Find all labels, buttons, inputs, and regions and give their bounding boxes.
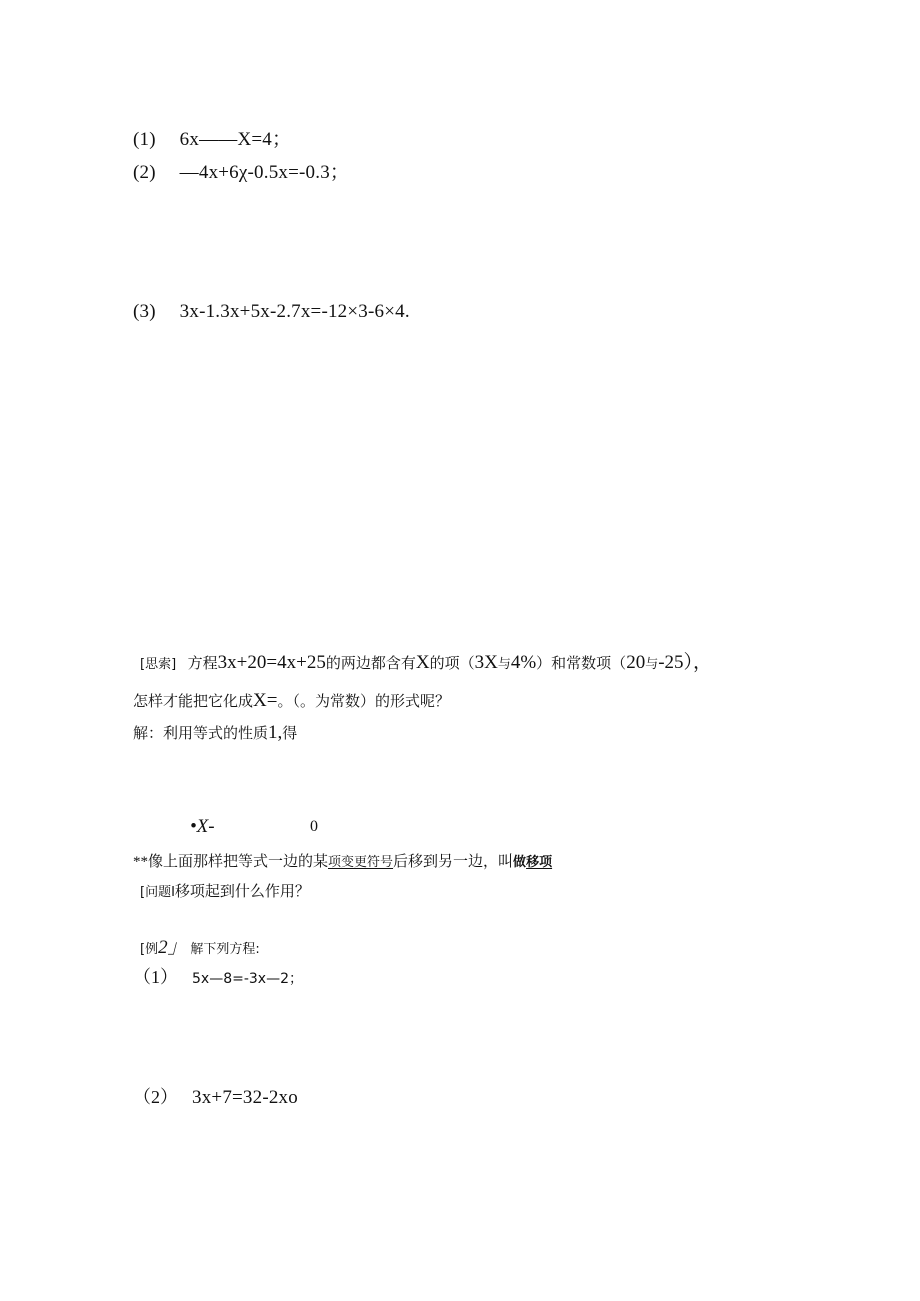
think-line-1 <box>140 647 712 674</box>
example-text: 解下列方程: <box>190 942 260 957</box>
example-tag: [例 <box>140 942 159 957</box>
equation-text: 3x-1.3x+5x-2.7x=-12×3-6×4. <box>179 301 410 322</box>
solution-number: 1, <box>268 722 283 743</box>
think-variable: X= <box>253 690 278 711</box>
equation-text: 5x—8=‑3x—2； <box>192 971 303 987</box>
equation-number: （2） <box>133 1087 178 1107</box>
question-tag: [问题I <box>140 885 175 900</box>
think-text: 。（。为常数）的形式呢？ <box>277 694 450 710</box>
equation-1 <box>133 124 291 151</box>
bullet-expression: •X- <box>190 816 215 837</box>
equation-number: (2) <box>133 162 156 183</box>
think-text: 的两边都含有 <box>325 656 416 672</box>
equation-text: 3x+7=32-2xo <box>192 1087 298 1108</box>
definition-term: 移项 <box>526 855 553 870</box>
think-term: -25 <box>658 652 684 673</box>
think-variable: X <box>415 652 430 673</box>
equation-text: 6x——X=4； <box>179 129 292 150</box>
think-text: ）和常数项（ <box>536 656 627 672</box>
equation-2 <box>133 157 349 184</box>
equation-number: (3) <box>133 301 156 322</box>
example-equation-1 <box>133 963 303 989</box>
definition-text: **像上面那样把等式一边的某 <box>133 854 329 870</box>
question-text: 移项起到什么作用？ <box>174 884 310 900</box>
example-equation-2 <box>133 1083 298 1109</box>
think-term: 4% <box>510 652 537 673</box>
think-text: 与 <box>497 657 511 672</box>
solution-text: 解：利用等式的性质 <box>133 726 269 742</box>
think-text: ）， <box>683 652 713 673</box>
example-number: 2」 <box>158 937 187 958</box>
equation-3 <box>133 301 410 323</box>
think-text: 怎样才能把它化成 <box>133 694 254 710</box>
equation-text: —4x+6χ-0.5x=-0.3； <box>179 162 350 183</box>
think-line-2 <box>133 690 450 712</box>
solution-line <box>133 722 297 744</box>
think-term: 20 <box>626 652 646 673</box>
think-equation: 3x+20=4x+25 <box>217 652 326 673</box>
question-line <box>140 880 310 901</box>
example-line <box>140 932 260 959</box>
equation-number: （1） <box>133 967 178 987</box>
solution-text: 得 <box>282 726 298 742</box>
think-text: 方程 <box>187 656 218 672</box>
bullet-value: 0 <box>310 818 318 835</box>
think-tag: [思索] <box>140 657 177 672</box>
equation-number: (1) <box>133 129 156 150</box>
definition-highlight: 项变更符号 <box>328 855 394 870</box>
definition-line <box>133 850 552 871</box>
definition-text: 做 <box>513 855 527 870</box>
think-term: 3X <box>474 652 498 673</box>
think-text: 的项（ <box>429 656 475 672</box>
think-text: 与 <box>645 657 659 672</box>
definition-text: 后移到另一边，叫 <box>393 854 514 870</box>
